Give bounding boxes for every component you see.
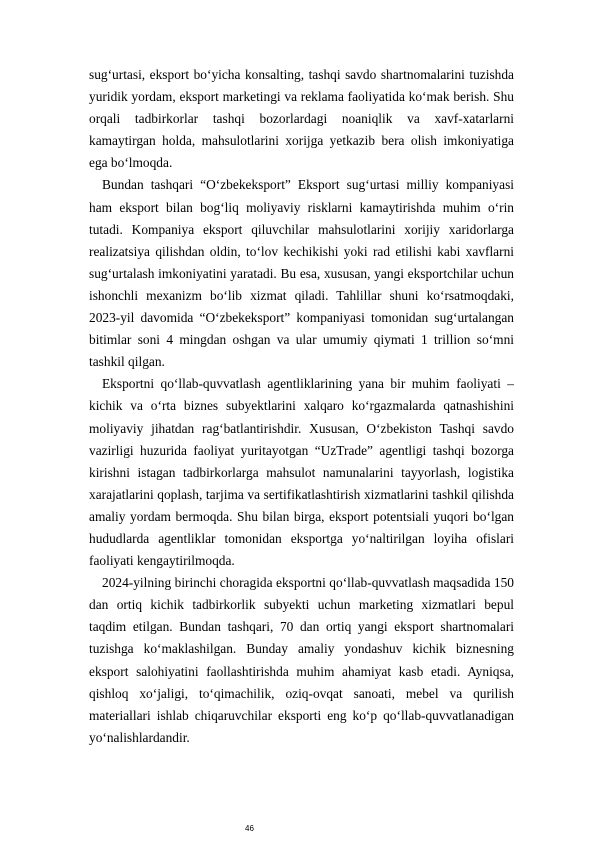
body-text	[89, 64, 514, 749]
paragraph-2: Bundan tashqari “O‘zbekeksport” Eksport sug‘urtasi milliy kompaniyasi ham eksport bilan bog‘liq moliyaviy risklarni kamaytirishda muhim o‘rin tutadi. Kompaniya eksport qiluvchilar mahsulotlarini xorijiy xaridorlarga realizatsiya qilishdan oldin, to‘lov kechikishi yoki rad etilishi kabi xavflarni sug‘urtalash imkoniyatini yaratadi. Bu esa, xususan, yangi eksportchilar uchun ishonchli mexanizm bo‘lib xizmat qiladi. Tahlillar shuni ko‘rsatmoqdaki, 2023-yil davomida “O‘zbekeksport” kompaniyasi tomonidan sug‘urtalangan bitimlar soni 4 mingdan oshgan va ular umumiy qiymati 1 trillion so‘mni tashkil qilgan.	[89, 177, 514, 370]
paragraph-1: sug‘urtasi, eksport bo‘yicha konsalting, tashqi savdo shartnomalarini tuzishda yuridik yordam, eksport marketingi va reklama faoliyatida ko‘mak berish. Shu orqali tadbirkorlar tashqi bozorlardagi noaniqlik va xavf-xatarlarni kamaytirgan holda, mahsulotlarini xorijga yetkazib bera olish imkoniyatiga ega bo‘lmoqda.	[89, 67, 514, 171]
paragraph-3: Eksportni qo‘llab-quvvatlash agentliklarining yana bir muhim faoliyati – kichik va o‘rta biznes subyektlarini xalqaro ko‘rgazmalarda qatnashishini moliyaviy jihatdan rag‘batlantirishdir. Xususan, O‘zbekiston Tashqi savdo vazirligi huzurida faoliyat yuritayotgan “UzTrade” agentligi tashqi bozorga kirishni istagan tadbirkorlarga mahsulot namunalarini tayyorlash, logistika xarajatlarini qoplash, tarjima va sertifikatlashtirish xizmatlarini tashkil qilishda amaliy yordam bermoqda. Shu bilan birga, eksport potentsiali yuqori bo‘lgan hududlarda agentliklar tomonidan eksportga yo‘naltirilgan loyiha ofislari faoliyati kengaytirilmoqda.	[89, 376, 514, 569]
paragraph-4: 2024-yilning birinchi choragida eksportni qo‘llab-quvvatlash maqsadida 150 dan ortiq kichik tadbirkorlik subyekti uchun marketing xizmatlari bepul taqdim etilgan. Bundan tashqari, 70 dan ortiq yangi eksport shartnomalari tuzishga ko‘maklashilgan. Bunday amaliy yondashuv kichik biznesning eksport salohiyatini faollashtirishda muhim ahamiyat kasb etadi. Ayniqsa, qishloq xo‘jaligi, to‘qimachilik, oziq-ovqat sanoati, mebel va qurilish materiallari ishlab chiqaruvchilar eksporti eng ko‘p qo‘llab-quvvatlanadigan yo‘nalishlardandir.	[89, 575, 514, 745]
page-number: 46	[245, 824, 254, 833]
